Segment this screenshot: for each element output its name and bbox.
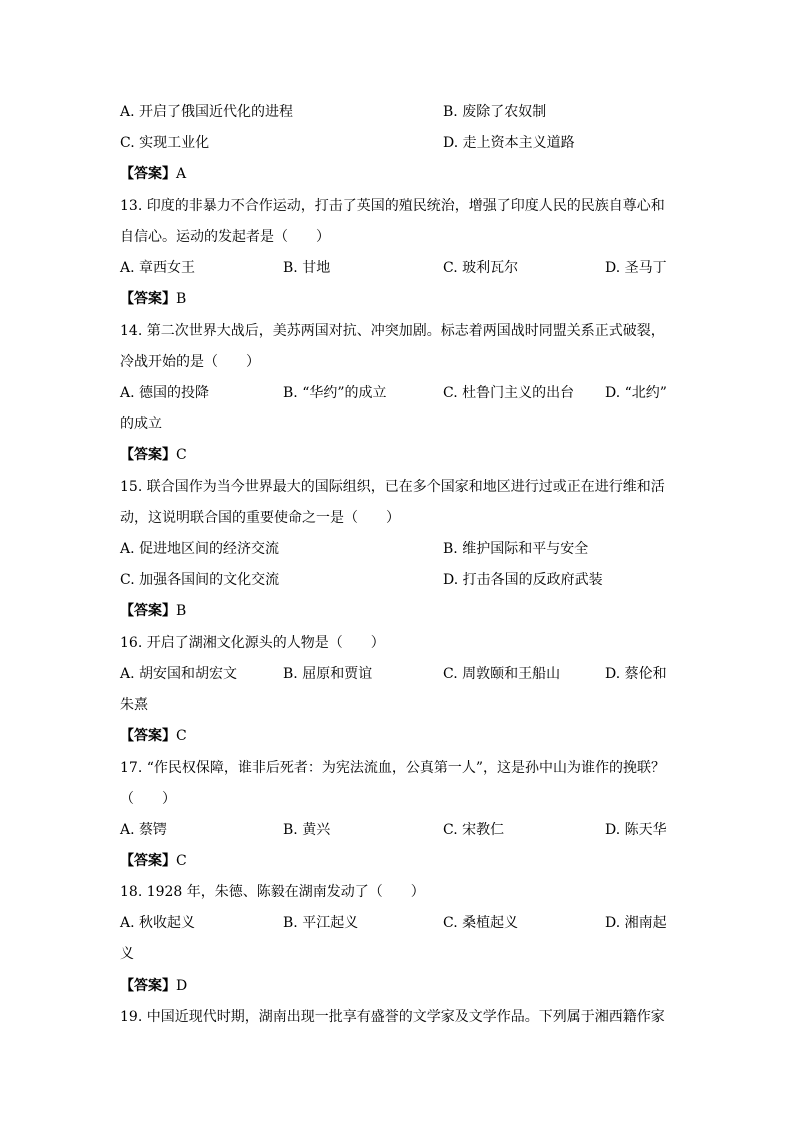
q18-option-d: D. 湘南起: [605, 915, 667, 931]
q14-option-b: B. “华约”的成立: [283, 385, 387, 401]
q15-option-d: D. 打击各国的反政府武装: [443, 572, 603, 588]
answer-value: C: [176, 728, 187, 744]
q17-answer: [120, 851, 187, 871]
q16-answer: [120, 726, 187, 746]
answer-value: C: [176, 447, 187, 463]
q18-option-b: B. 平江起义: [283, 915, 359, 931]
q15-stem-line1: 15. 联合国作为当今世界最大的国际组织，已在多个国家和地区进行过或正在进行维和活: [120, 479, 665, 495]
q12-option-a: A. 开启了俄国近代化的进程: [120, 104, 294, 120]
q14-option-c: C. 杜鲁门主义的出台: [443, 385, 575, 401]
q15-stem-line2: 动，这说明联合国的重要使命之一是（ ）: [120, 510, 400, 526]
answer-value: C: [176, 853, 187, 869]
q18-option-d-continued: 义: [120, 946, 134, 962]
q16-option-b: B. 屈原和贾谊: [283, 666, 373, 682]
q16-option-c: C. 周敦颐和王船山: [443, 666, 561, 682]
q16-option-d: D. 蔡伦和: [605, 666, 667, 682]
q17-option-b: B. 黄兴: [283, 822, 331, 838]
q17-option-c: C. 宋教仁: [443, 822, 505, 838]
answer-label: 【答案】: [120, 978, 176, 994]
q12-option-b: B. 废除了农奴制: [443, 104, 547, 120]
answer-value: D: [176, 978, 188, 994]
q15-option-a: A. 促进地区间的经济交流: [120, 541, 280, 557]
answer-label: 【答案】: [120, 728, 176, 744]
answer-label: 【答案】: [120, 166, 176, 182]
q15-option-b: B. 维护国际和平与安全: [443, 541, 589, 557]
q16-option-a: A. 胡安国和胡宏文: [120, 666, 238, 682]
q13-option-b: B. 甘地: [283, 260, 331, 276]
q13-option-c: C. 玻利瓦尔: [443, 260, 519, 276]
q18-option-a: A. 秋收起义: [120, 915, 196, 931]
q17-stem-line2: （ ）: [120, 791, 176, 807]
q15-answer: [120, 601, 186, 621]
q13-answer: [120, 289, 186, 309]
answer-label: 【答案】: [120, 447, 176, 463]
q17-option-a: A. 蔡锷: [120, 822, 168, 838]
answer-value: B: [176, 291, 187, 307]
answer-label: 【答案】: [120, 603, 176, 619]
q14-stem-line1: 14. 第二次世界大战后，美苏两国对抗、冲突加剧。标志着两国战时同盟关系正式破裂，: [120, 323, 665, 339]
q12-option-d: D. 走上资本主义道路: [443, 135, 575, 151]
q14-option-a: A. 德国的投降: [120, 385, 210, 401]
q12-answer: [120, 164, 186, 184]
q17-option-d: D. 陈天华: [605, 822, 667, 838]
q14-stem-line2: 冷战开始的是（ ）: [120, 354, 260, 370]
answer-label: 【答案】: [120, 291, 176, 307]
q13-option-d: D. 圣马丁: [605, 260, 667, 276]
q18-option-c: C. 桑植起义: [443, 915, 519, 931]
q16-stem-line1: 16. 开启了湖湘文化源头的人物是（ ）: [120, 635, 385, 651]
q14-option-d-continued: 的成立: [120, 416, 162, 432]
q18-stem-line1: 18. 1928 年，朱德、陈毅在湖南发动了（ ）: [120, 884, 425, 900]
answer-value: A: [176, 166, 187, 182]
q14-option-d: D. “北约”: [605, 385, 667, 401]
q14-answer: [120, 445, 187, 465]
q19-stem-line1: 19. 中国近现代时期，湖南出现一批享有盛誉的文学家及文学作品。下列属于湘西籍作家: [120, 1009, 665, 1025]
q16-option-d-continued: 朱熹: [120, 697, 148, 713]
q17-stem-line1: 17. “作民权保障，谁非后死者：为宪法流血，公真第一人”，这是孙中山为谁作的挽联？: [120, 760, 666, 776]
answer-label: 【答案】: [120, 853, 176, 869]
q13-option-a: A. 章西女王: [120, 260, 196, 276]
q15-option-c: C. 加强各国间的文化交流: [120, 572, 280, 588]
q12-option-c: C. 实现工业化: [120, 135, 210, 151]
q13-stem-line1: 13. 印度的非暴力不合作运动，打击了英国的殖民统治，增强了印度人民的民族自尊心和: [120, 198, 665, 214]
q18-answer: [120, 976, 187, 996]
q13-stem-line2: 自信心。运动的发起者是（ ）: [120, 229, 330, 245]
answer-value: B: [176, 603, 187, 619]
